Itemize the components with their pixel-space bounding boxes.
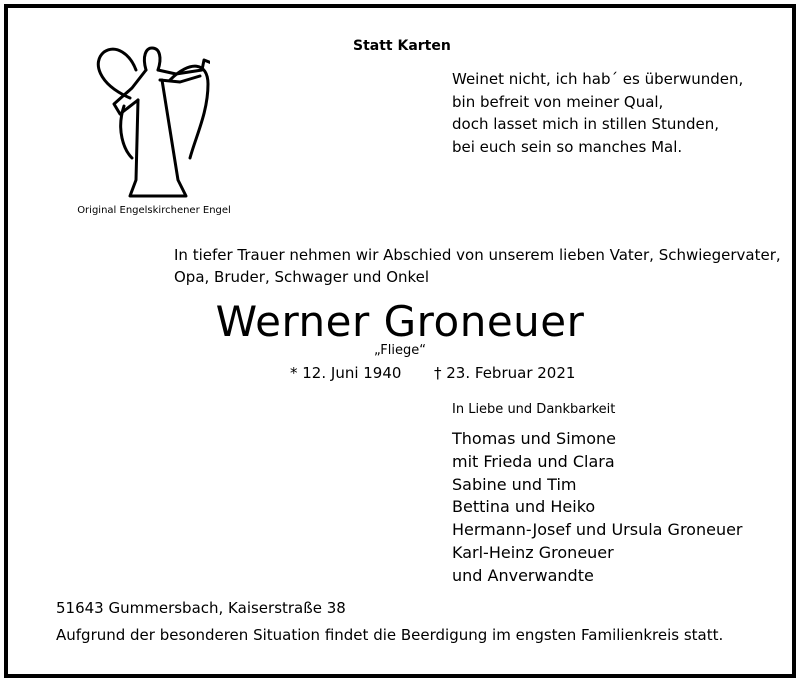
angel-logo-icon: [90, 40, 210, 200]
poem-line: bei euch sein so manches Mal.: [452, 137, 683, 156]
mourner-item: Thomas und Simone: [452, 429, 616, 448]
poem: [452, 68, 743, 158]
deceased-nickname: „Fliege“: [374, 343, 426, 358]
intro-text: [174, 244, 781, 288]
intro-line: Opa, Bruder, Schwager und Onkel: [174, 268, 430, 286]
mourners-list: [452, 428, 743, 588]
mourner-item: mit Frieda und Clara: [452, 451, 615, 471]
death-date: † 23. Februar 2021: [434, 364, 576, 382]
birth-date: * 12. Juni 1940: [290, 364, 402, 382]
mourner-item: Bettina und Heiko: [452, 497, 596, 517]
mourner-item: und Anverwandte: [452, 565, 594, 585]
poem-line: bin befreit von meiner Qual,: [452, 92, 664, 111]
intro-line: In tiefer Trauer nehmen wir Abschied von unserem lieben Vater, Schwiegervater,: [174, 246, 781, 264]
poem-line: doch lasset mich in stillen Stunden,: [452, 115, 719, 133]
address: 51643 Gummersbach, Kaiserstraße 38: [56, 599, 346, 617]
statt-karten-heading: Statt Karten: [353, 38, 451, 54]
mourners-heading: In Liebe und Dankbarkeit: [452, 402, 616, 417]
mourner-item: Sabine und Tim: [452, 474, 577, 494]
mourner-item: Karl-Heinz Groneuer: [452, 542, 614, 562]
deceased-name: Werner Groneuer: [215, 297, 585, 346]
poem-line: Weinet nicht, ich hab´ es überwunden,: [452, 70, 744, 88]
funeral-notice: Aufgrund der besonderen Situation findet die Beerdigung im engsten Familienkreis statt.: [56, 626, 724, 644]
mourner-item: Hermann-Josef und Ursula Groneuer: [452, 520, 743, 540]
logo-caption: Original Engelskirchener Engel: [77, 205, 231, 216]
